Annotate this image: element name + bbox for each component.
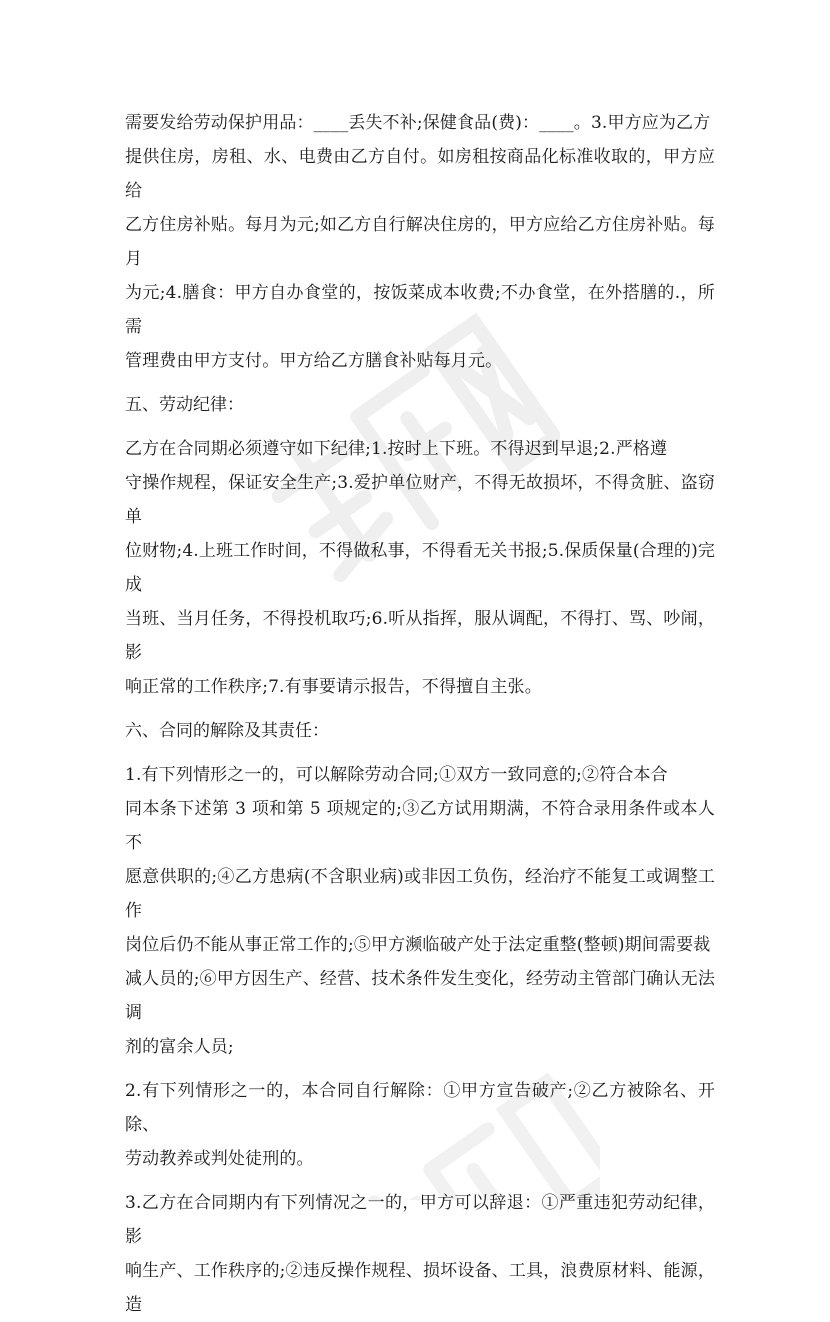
- text-line: 提供住房，房租、水、电费由乙方自付。如房租按商品化标准收取的，甲方应给: [125, 147, 715, 201]
- text-line: 3.乙方在合同期内有下列情况之一的，甲方可以辞退：①严重违犯劳动纪律，影: [125, 1193, 715, 1247]
- text-line: 位财物;4.上班工作时间，不得做私事，不得看无关书报;5.保质保量(合理的)完成: [125, 541, 716, 595]
- text-line: 减人员的;⑥甲方因生产、经营、技术条件发生变化，经劳动主管部门确认无法调: [125, 969, 715, 1023]
- text-line: 响生产、工作秩序的;②违反操作规程、损坏设备、工具，浪费原材料、能源，造: [125, 1261, 715, 1315]
- text-line: 岗位后仍不能从事正常工作的;⑤甲方濒临破产处于法定重整(整顿)期间需要裁: [125, 935, 711, 955]
- text-line: 同本条下述第 3 项和第 5 项规定的;③乙方试用期满，不符合录用条件或本人不: [125, 799, 715, 853]
- document-body: [125, 106, 715, 1322]
- text-line: 五、劳动纪律：: [125, 395, 244, 415]
- text-line: 响正常的工作秩序;7.有事要请示报告，不得擅自主张。: [125, 677, 542, 697]
- text-line: 剂的富余人员;: [125, 1037, 234, 1057]
- text-line: 为元;4.膳食：甲方自办食堂的，按饭菜成本收费;不办食堂，在外搭膳的.，所需: [125, 283, 715, 337]
- text-line: 乙方住房补贴。每月为元;如乙方自行解决住房的，甲方应给乙方住房补贴。每月: [125, 215, 715, 269]
- text-line: 1.有下列情形之一的，可以解除劳动合同;①双方一致同意的;②符合本合: [125, 765, 668, 785]
- section-heading: [125, 714, 715, 748]
- section-heading: [125, 388, 715, 422]
- text-line: 六、合同的解除及其责任：: [125, 721, 329, 741]
- text-line: 需要发给劳动保护用品：____丢失不补;保健食品(费)：____。3.甲方应为乙方: [125, 113, 711, 133]
- text-line: 乙方在合同期必须遵守如下纪律;1.按时上下班。不得迟到早退;2.严格遵: [125, 439, 668, 459]
- text-line: 劳动教养或判处徒刑的。: [125, 1149, 314, 1169]
- paragraph: [125, 1074, 715, 1176]
- text-line: 2.有下列情形之一的，本合同自行解除：①甲方宣告破产;②乙方被除名、开除、: [125, 1081, 715, 1135]
- paragraph: [125, 432, 715, 704]
- paragraph: [125, 106, 715, 378]
- paragraph: [125, 1186, 715, 1322]
- text-line: 管理费由甲方支付。甲方给乙方膳食补贴每月元。: [125, 351, 503, 371]
- text-line: 守操作规程，保证安全生产;3.爱护单位财产，不得无故损坏，不得贪脏、盗窃单: [125, 473, 715, 527]
- text-line: 当班、当月任务，不得投机取巧;6.听从指挥，服从调配，不得打、骂、吵闹，影: [125, 609, 715, 663]
- text-line: 愿意供职的;④乙方患病(不含职业病)或非因工负伤，经治疗不能复工或调整工作: [125, 867, 715, 921]
- paragraph: [125, 758, 715, 1064]
